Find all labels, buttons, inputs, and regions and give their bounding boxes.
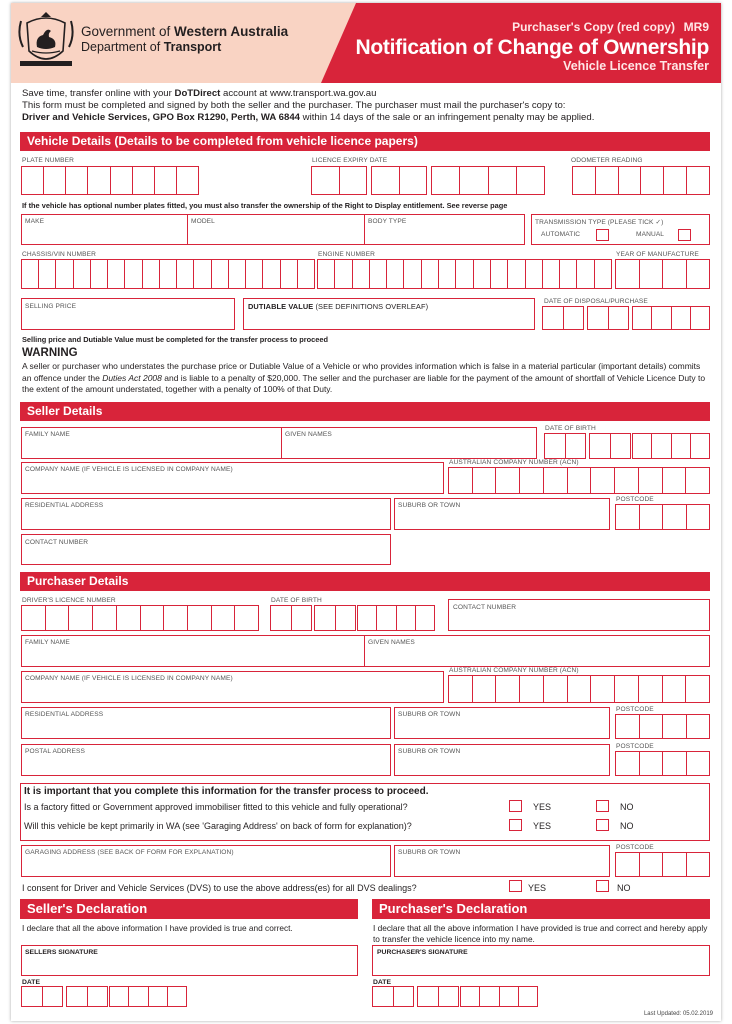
- garaging-no-label: NO: [620, 821, 634, 831]
- last-updated: Last Updated: 05.02.2019: [643, 1011, 713, 1017]
- seller-date-month-input[interactable]: [66, 986, 108, 1007]
- purchaser-postal-suburb-label: SUBURB OR TOWN: [398, 748, 461, 755]
- selling-price-label: SELLING PRICE: [25, 303, 77, 310]
- year-input[interactable]: [615, 259, 710, 289]
- purchaser-family-name-label: FAMILY NAME: [25, 639, 70, 646]
- licence-expiry-month-input[interactable]: [371, 166, 427, 195]
- odometer-input[interactable]: [572, 166, 710, 195]
- purchaser-address-label: RESIDENTIAL ADDRESS: [25, 711, 104, 718]
- seller-date-year-input[interactable]: [109, 986, 187, 1007]
- garaging-yes-label: YES: [533, 821, 552, 831]
- purchaser-date-year-input[interactable]: [460, 986, 538, 1007]
- purchaser-postal-postcode-input[interactable]: [615, 751, 710, 776]
- disposal-day-input[interactable]: [542, 306, 584, 330]
- manual-checkbox[interactable]: [678, 229, 691, 241]
- purchaser-signature-label: PURCHASER'S SIGNATURE: [377, 949, 468, 956]
- purchaser-declaration-heading: Purchaser's Declaration: [372, 899, 710, 919]
- seller-dob-year-input[interactable]: [632, 433, 710, 459]
- disposal-month-input[interactable]: [587, 306, 629, 330]
- purchaser-details-heading: Purchaser Details: [20, 572, 710, 591]
- seller-acn-input[interactable]: [448, 467, 710, 494]
- purchaser-contact-label: CONTACT NUMBER: [453, 604, 517, 611]
- plate-number-input[interactable]: [21, 166, 199, 195]
- purchaser-date-day-input[interactable]: [372, 986, 414, 1007]
- garaging-suburb-label: SUBURB OR TOWN: [398, 849, 461, 856]
- engine-input[interactable]: [317, 259, 612, 289]
- purchaser-suburb-label: SUBURB OR TOWN: [398, 711, 461, 718]
- seller-acn-label: AUSTRALIAN COMPANY NUMBER (ACN): [449, 459, 579, 466]
- automatic-checkbox[interactable]: [596, 229, 609, 241]
- purchaser-acn-label: AUSTRALIAN COMPANY NUMBER (ACN): [449, 667, 579, 674]
- mailing-address: Driver and Vehicle Services, GPO Box R1290, Perth, WA 6844: [22, 112, 300, 123]
- body-type-label: BODY TYPE: [368, 218, 407, 225]
- form-title: Notification of Change of Ownership: [355, 36, 709, 59]
- make-input[interactable]: [21, 214, 188, 245]
- questions-heading: It is important that you complete this information for the transfer process to proceed.: [24, 786, 429, 797]
- purchaser-dob-year-input[interactable]: [357, 605, 435, 631]
- immobiliser-no-label: NO: [620, 802, 634, 812]
- purchaser-dob-day-input[interactable]: [270, 605, 312, 631]
- seller-postcode-input[interactable]: [615, 504, 710, 530]
- purchaser-declaration-text: I declare that all the above information I have provided is true and correct and hereby apply to transfer the vehicle licence into my name.: [373, 923, 708, 944]
- purchaser-postal-postcode-label: POSTCODE: [616, 743, 654, 750]
- seller-declaration-text: I declare that all the above information I have provided is true and correct.: [22, 923, 293, 933]
- disposal-year-input[interactable]: [632, 306, 710, 330]
- purchaser-licence-input[interactable]: [21, 605, 259, 631]
- warning-text: A seller or purchaser who understates the purchase price or Dutiable Value of a Vehicle or who provides information which is false in a material particular (important details) commits an offence under the Duties Act 2008 and is liable to a penalty of $20,000. The seller and the purchaser are liable for the payment of the amount of shortfall of Vehicle Licence Duty to the extent of the amount understated, together with a penalty of 100% of that Duty.: [22, 361, 706, 394]
- manual-label: MANUAL: [636, 231, 665, 238]
- chassis-input[interactable]: [21, 259, 315, 289]
- form-page: [11, 3, 721, 1021]
- purchaser-acn-input[interactable]: [448, 675, 710, 703]
- purchaser-company-label: COMPANY NAME (IF VEHICLE IS LICENSED IN COMPANY NAME): [25, 675, 233, 682]
- consent-no-label: NO: [617, 883, 631, 893]
- engine-label: ENGINE NUMBER: [318, 251, 375, 258]
- plate-number-label: PLATE NUMBER: [22, 157, 75, 164]
- seller-date-label: DATE: [22, 979, 40, 986]
- garaging-postcode-input[interactable]: [615, 852, 710, 877]
- seller-declaration-heading: Seller's Declaration: [20, 899, 358, 919]
- purchaser-postcode-label: POSTCODE: [616, 706, 654, 713]
- immobiliser-no-checkbox[interactable]: [596, 800, 609, 812]
- seller-given-names-label: GIVEN NAMES: [285, 431, 332, 438]
- garaging-postcode-label: POSTCODE: [616, 844, 654, 851]
- government-state: Western Australia: [174, 24, 289, 39]
- price-note: Selling price and Dutiable Value must be completed for the transfer process to proceed: [22, 335, 328, 344]
- intro-line-2: This form must be completed and signed by both the seller and the purchaser. The purchaser must mail the purchaser's copy to:: [22, 100, 566, 111]
- licence-expiry-label: LICENCE EXPIRY DATE: [312, 157, 388, 164]
- dutiable-value-label: DUTIABLE VALUE (SEE DEFINITIONS OVERLEAF): [248, 302, 429, 311]
- plates-note: If the vehicle has optional number plates fitted, you must also transfer the ownership of the Right to Display entitlement. See reverse page: [22, 201, 508, 210]
- immobiliser-yes-checkbox[interactable]: [509, 800, 522, 812]
- purchaser-licence-label: DRIVER'S LICENCE NUMBER: [22, 597, 116, 604]
- warning-heading: WARNING: [22, 347, 78, 359]
- licence-expiry-year-input[interactable]: [431, 166, 545, 195]
- seller-address-label: RESIDENTIAL ADDRESS: [25, 502, 104, 509]
- department-name-bold: Transport: [163, 40, 222, 54]
- garaging-yes-checkbox[interactable]: [509, 819, 522, 831]
- purchaser-postcode-input[interactable]: [615, 714, 710, 739]
- licence-expiry-day-input[interactable]: [311, 166, 367, 195]
- seller-dob-day-input[interactable]: [544, 433, 586, 459]
- dotdirect-label: DoTDirect: [174, 88, 221, 99]
- seller-details-heading: Seller Details: [20, 402, 710, 421]
- purchaser-given-names-label: GIVEN NAMES: [368, 639, 415, 646]
- purchaser-date-label: DATE: [373, 979, 391, 986]
- copy-label: Purchaser's Copy (red copy): [512, 20, 675, 34]
- make-label: MAKE: [25, 218, 45, 225]
- purchaser-given-names-input[interactable]: [364, 635, 710, 667]
- intro-line-1: Save time, transfer online with your DoTDirect account at www.transport.wa.gov.au: [22, 88, 377, 99]
- disposal-date-label: DATE OF DISPOSAL/PURCHASE: [544, 298, 648, 305]
- consent-no-checkbox[interactable]: [596, 880, 609, 892]
- consent-yes-label: YES: [528, 883, 547, 893]
- purchaser-date-month-input[interactable]: [417, 986, 459, 1007]
- purchaser-postal-label: POSTAL ADDRESS: [25, 748, 86, 755]
- seller-suburb-label: SUBURB OR TOWN: [398, 502, 461, 509]
- intro-line-3: Driver and Vehicle Services, GPO Box R1290, Perth, WA 6844 within 14 days of the sale or an infringement penalty may be applied.: [22, 112, 595, 123]
- model-label: MODEL: [191, 218, 215, 225]
- wa-crest-icon: [17, 11, 75, 73]
- seller-company-label: COMPANY NAME (IF VEHICLE IS LICENSED IN COMPANY NAME): [25, 466, 233, 473]
- garaging-no-checkbox[interactable]: [596, 819, 609, 831]
- seller-signature-label: SELLERS SIGNATURE: [25, 949, 98, 956]
- seller-family-name-label: FAMILY NAME: [25, 431, 70, 438]
- chassis-label: CHASSIS/VIN NUMBER: [22, 251, 96, 258]
- seller-dob-label: DATE OF BIRTH: [545, 425, 596, 432]
- odometer-label: ODOMETER READING: [571, 157, 643, 164]
- automatic-label: AUTOMATIC: [541, 231, 581, 238]
- seller-contact-label: CONTACT NUMBER: [25, 539, 89, 546]
- immobiliser-yes-label: YES: [533, 802, 552, 812]
- government-name: Government of Western Australia: [81, 24, 289, 39]
- duties-act: Duties Act 2008: [102, 372, 162, 383]
- seller-date-day-input[interactable]: [21, 986, 63, 1007]
- department-name: Department of Transport: [81, 40, 222, 54]
- purchaser-dob-label: DATE OF BIRTH: [271, 597, 322, 604]
- seller-postcode-label: POSTCODE: [616, 496, 654, 503]
- consent-yes-checkbox[interactable]: [509, 880, 522, 892]
- seller-dob-month-input[interactable]: [589, 433, 631, 459]
- purchaser-dob-month-input[interactable]: [314, 605, 356, 631]
- vehicle-details-heading: Vehicle Details (Details to be completed from vehicle licence papers): [20, 132, 710, 151]
- transmission-label: TRANSMISSION TYPE (PLEASE TICK ✓): [535, 219, 664, 226]
- form-code: MR9: [683, 20, 709, 34]
- form-subtitle: Vehicle Licence Transfer: [563, 59, 709, 73]
- question-immobiliser: Is a factory fitted or Government approved immobiliser fitted to this vehicle and fully operational?: [24, 802, 408, 812]
- garaging-address-label: GARAGING ADDRESS (SEE BACK OF FORM FOR EXPLANATION): [25, 849, 234, 856]
- question-garaging: Will this vehicle be kept primarily in WA (see 'Garaging Address' on back of form for explanation)?: [24, 821, 412, 831]
- consent-question: I consent for Driver and Vehicle Services (DVS) to use the above address(es) for all DVS dealings?: [22, 883, 417, 893]
- year-label: YEAR OF MANUFACTURE: [616, 251, 699, 258]
- purchaser-family-name-input[interactable]: [21, 635, 365, 667]
